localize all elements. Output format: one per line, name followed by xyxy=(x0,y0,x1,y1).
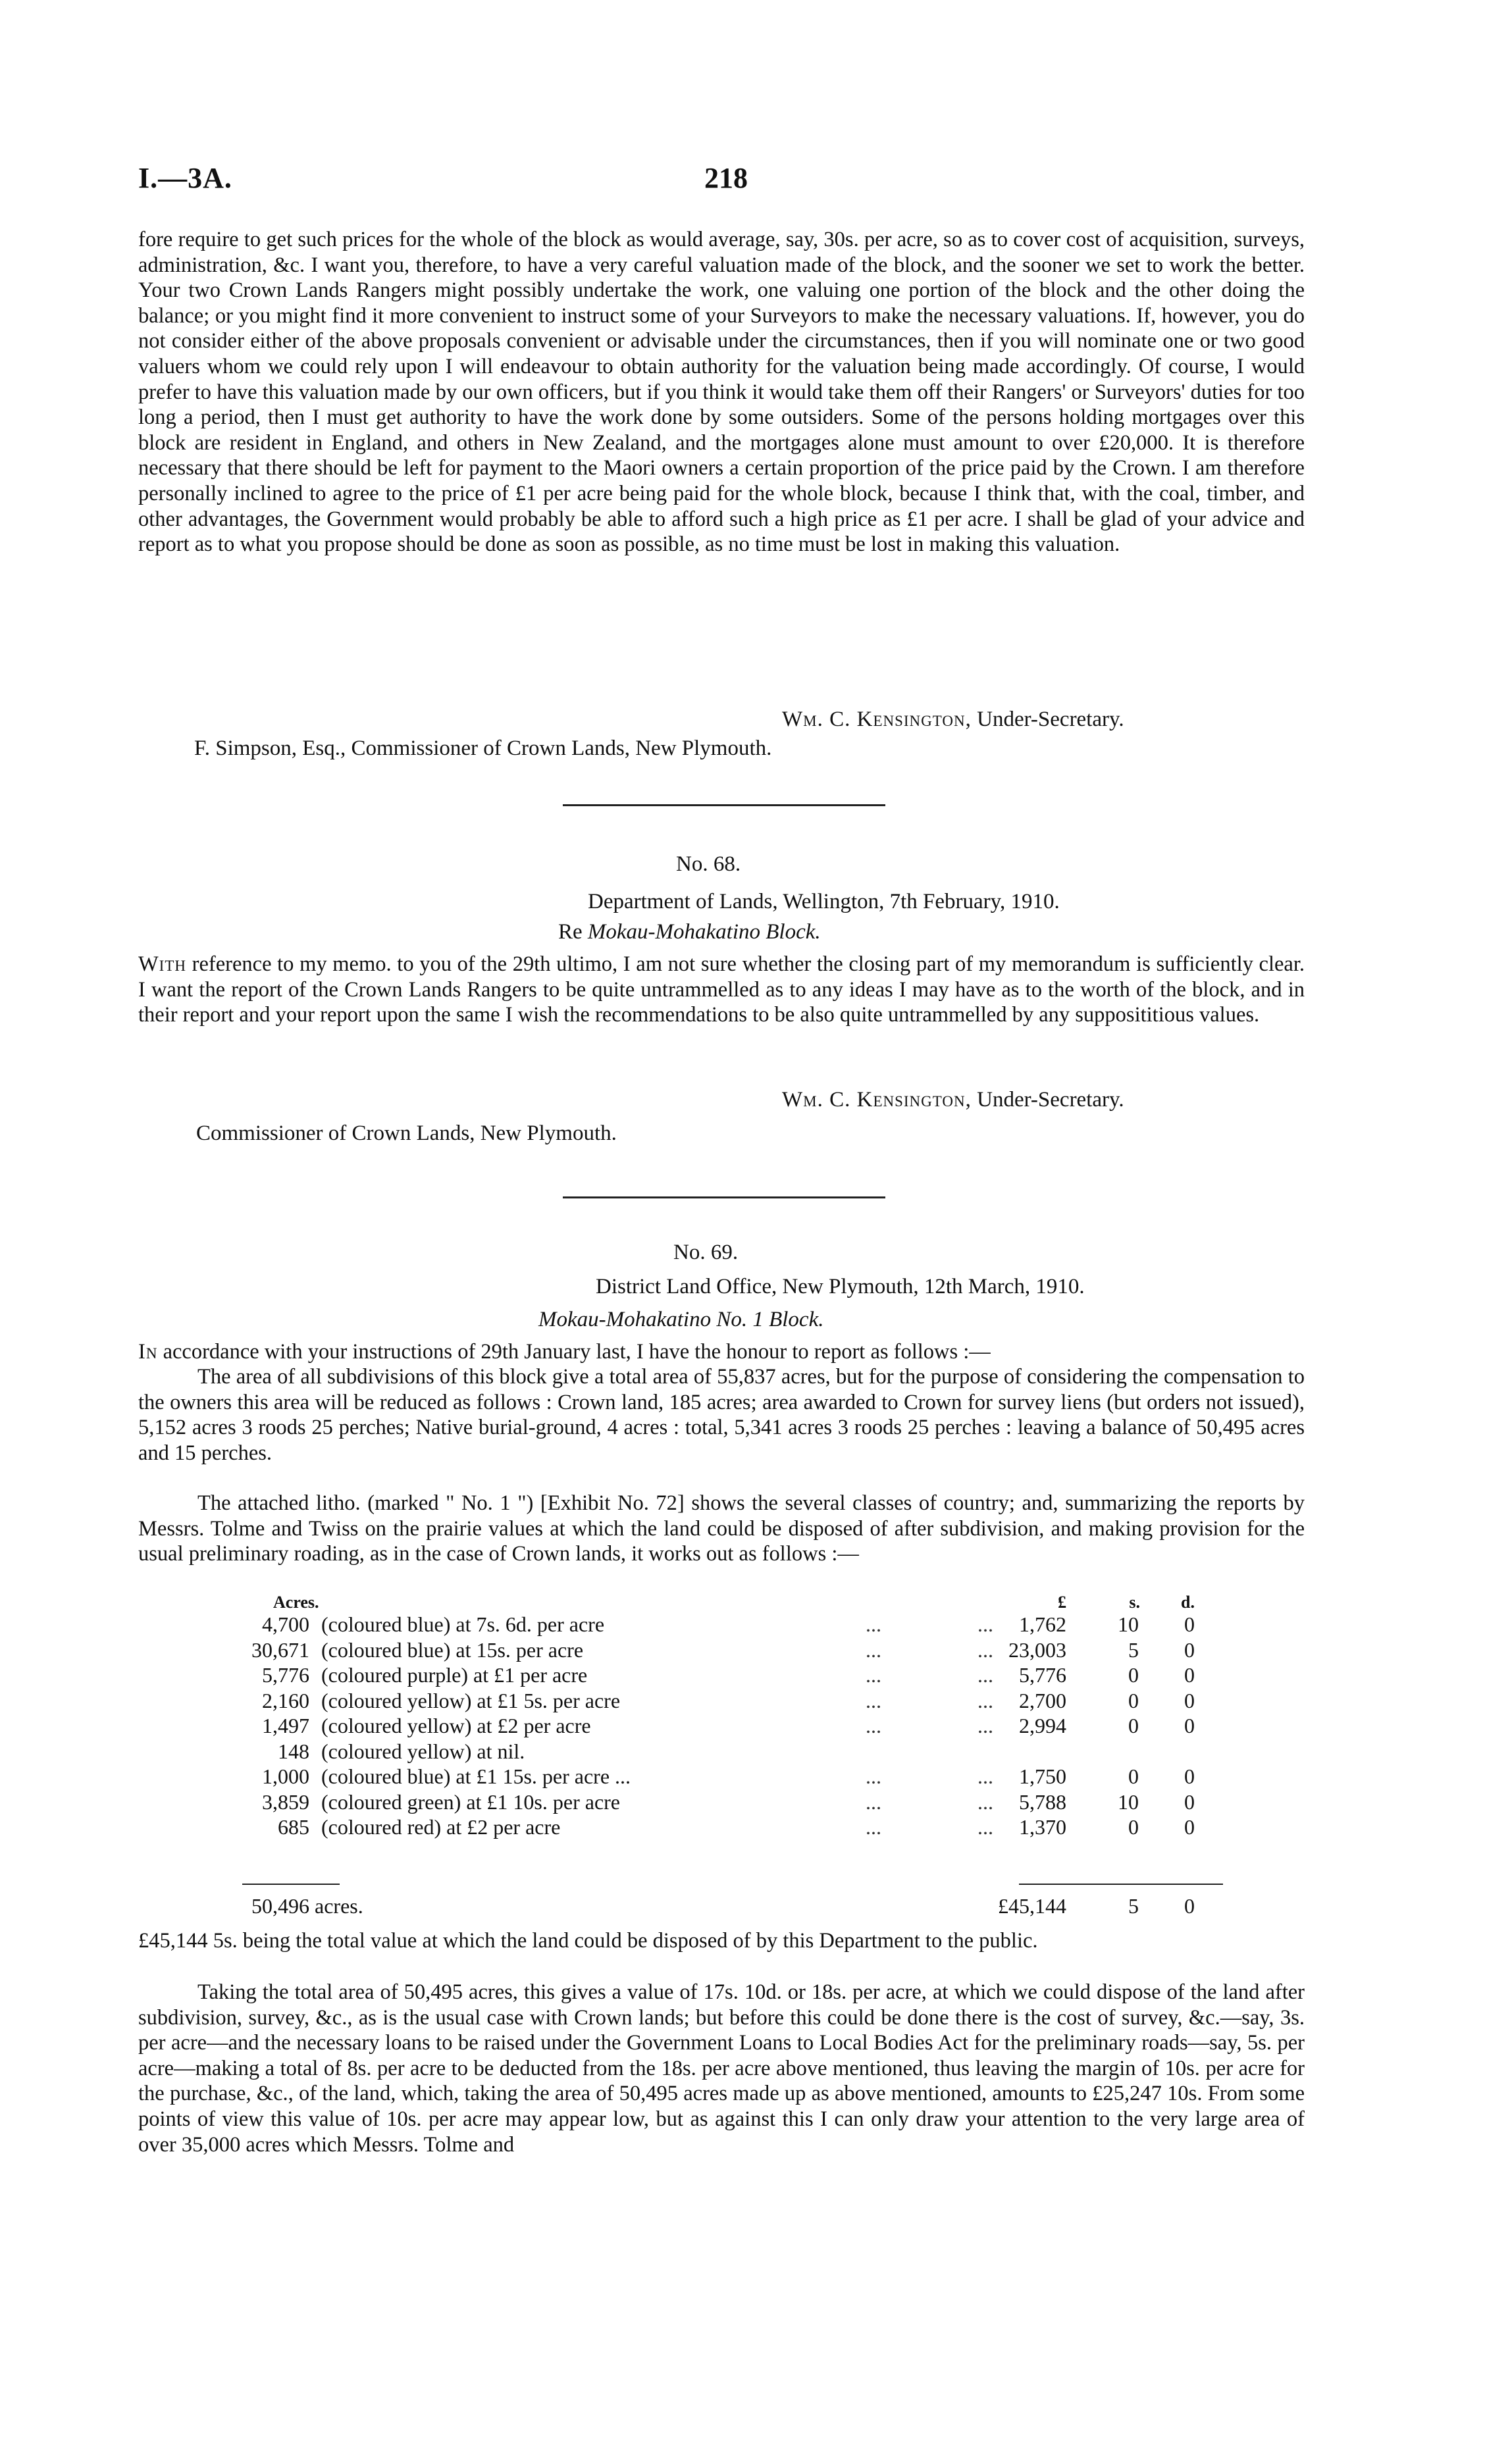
row-description: (coloured purple) at £1 per acre xyxy=(321,1663,588,1687)
row-pounds: 5,776 xyxy=(1019,1663,1066,1687)
valuation-table xyxy=(217,1593,1218,1841)
row-leader-dots: ... xyxy=(977,1815,993,1839)
total-pounds: £45,144 xyxy=(998,1894,1066,1918)
row-leader-dots: ... xyxy=(977,1714,993,1737)
row-acres: 685 xyxy=(278,1815,309,1839)
row-pence: 0 xyxy=(1184,1612,1195,1636)
signatory-title: Under-Secretary. xyxy=(977,707,1124,731)
row-shillings: 5 xyxy=(1128,1637,1139,1662)
row-description: (coloured yellow) at £1 5s. per acre xyxy=(321,1688,621,1712)
row-acres: 1,000 xyxy=(262,1764,309,1788)
dateline-68: Department of Lands, Wellington, 7th February, 1910. xyxy=(588,890,1060,913)
row-leader-dots: ... xyxy=(977,1663,993,1687)
row-shillings: 0 xyxy=(1128,1688,1139,1712)
row-shillings: 0 xyxy=(1128,1764,1139,1788)
total-shillings: 5 xyxy=(1128,1894,1139,1918)
row-leader-dots: ... xyxy=(977,1764,993,1788)
row-leader-dots: ... xyxy=(866,1714,881,1737)
valuation-row xyxy=(217,1764,1218,1790)
row-leader-dots: ... xyxy=(866,1815,881,1839)
row-acres: 148 xyxy=(278,1739,309,1763)
page-number: 218 xyxy=(704,162,748,194)
page-header xyxy=(138,161,1323,201)
row-shillings: 0 xyxy=(1128,1815,1139,1839)
header-pounds: £ xyxy=(1058,1593,1066,1612)
subject-title: Mokau-Mohakatino Block. xyxy=(587,920,821,944)
section-divider xyxy=(563,1196,885,1198)
row-shillings: 0 xyxy=(1128,1714,1139,1737)
row-pounds: 1,370 xyxy=(1019,1815,1066,1839)
subject-prefix: Re xyxy=(558,920,583,944)
total-rule-amount xyxy=(1019,1884,1223,1885)
row-leader-dots: ... xyxy=(866,1789,881,1814)
total-pence: 0 xyxy=(1184,1894,1195,1918)
valuation-total-row xyxy=(217,1894,1218,1920)
row-acres: 4,700 xyxy=(262,1612,309,1636)
row-pence: 0 xyxy=(1184,1637,1195,1662)
row-description: (coloured green) at £1 10s. per acre xyxy=(321,1789,620,1814)
row-description: (coloured yellow) at nil. xyxy=(321,1739,525,1763)
signature-kensington-2 xyxy=(782,1087,1124,1112)
document-number-69: No. 69. xyxy=(673,1241,739,1264)
total-value-paragraph: £45,144 5s. being the total value at which the land could be disposed of by this Department to the public. xyxy=(138,1929,1038,1953)
header-shillings: s. xyxy=(1129,1593,1140,1612)
valuation-row xyxy=(217,1815,1218,1841)
row-leader-dots: ... xyxy=(977,1637,993,1662)
header-pence: d. xyxy=(1181,1593,1195,1612)
row-leader-dots: ... xyxy=(977,1612,993,1636)
margin-calculation-paragraph: Taking the total area of 50,495 acres, this gives a value of 17s. 10d. or 18s. per acre, at which we could dispose of the land after subdivision, survey, &c., as is the usual case with Crown lands; but before this could be done there is the cost of survey, &c.—say, 3s. per acre—and the necessary loans to be raised under the Government Loans to Local Bodies Act for the preliminary roads—say, 5s. per acre—making a total of 8s. per acre to be deducted from the 18s. per acre above mentioned, thus leaving the margin of 10s. per acre for the purchase, &c., of the land, which, taking the area of 50,495 acres made up as above mentioned, amounts to £25,247 10s. From some points of view this value of 10s. per acre may appear low, but as against this I can only draw your attention to the very large area of over 35,000 acres which Messrs. Tolme and xyxy=(138,1980,1305,2157)
row-acres: 30,671 xyxy=(251,1637,309,1662)
row-pounds: 1,750 xyxy=(1019,1764,1066,1788)
valuation-rows xyxy=(217,1612,1218,1841)
signatory-name: Wm. C. Kensington, xyxy=(782,1088,972,1112)
row-pence: 0 xyxy=(1184,1688,1195,1712)
row-shillings: 10 xyxy=(1118,1789,1139,1814)
valuation-row xyxy=(217,1612,1218,1638)
report-intro xyxy=(138,1339,1305,1365)
valuation-row xyxy=(217,1714,1218,1739)
valuation-row xyxy=(217,1689,1218,1714)
row-pence: 0 xyxy=(1184,1663,1195,1687)
row-shillings: 0 xyxy=(1128,1663,1139,1687)
row-pence: 0 xyxy=(1184,1789,1195,1814)
valuation-row xyxy=(217,1739,1218,1765)
row-pounds: 1,762 xyxy=(1019,1612,1066,1636)
report-litho-paragraph: The attached litho. (marked " No. 1 ") [Exhibit No. 72] shows the several classes of country; and, summarizing the reports by Messrs. Tolme and Twiss on the prairie values at which the land could be disposed of after subdivision, and making provision for the usual preliminary roading, as in the case of Crown lands, it works out as follows :— xyxy=(138,1491,1305,1566)
signature-kensington-1 xyxy=(782,707,1124,732)
valuation-row xyxy=(217,1790,1218,1816)
row-acres: 3,859 xyxy=(262,1789,309,1814)
row-description: (coloured blue) at 7s. 6d. per acre xyxy=(321,1612,605,1636)
row-pounds: 5,788 xyxy=(1019,1789,1066,1814)
row-leader-dots: ... xyxy=(866,1663,881,1687)
row-leader-dots: ... xyxy=(866,1637,881,1662)
row-leader-dots: ... xyxy=(977,1688,993,1712)
row-pence: 0 xyxy=(1184,1764,1195,1788)
row-pounds: 2,700 xyxy=(1019,1688,1066,1712)
row-description: (coloured yellow) at £2 per acre xyxy=(321,1714,591,1737)
row-leader-dots: ... xyxy=(977,1789,993,1814)
valuation-row xyxy=(217,1638,1218,1664)
row-leader-dots: ... xyxy=(866,1688,881,1712)
addressee-line-2: Commissioner of Crown Lands, New Plymouth. xyxy=(196,1121,617,1145)
row-acres: 1,497 xyxy=(262,1714,309,1737)
row-acres: 5,776 xyxy=(262,1663,309,1687)
header-acres: Acres. xyxy=(273,1593,319,1612)
lead-word: In xyxy=(138,1340,158,1364)
row-pounds: 2,994 xyxy=(1019,1714,1066,1737)
paper-reference: I.—3A. xyxy=(138,162,232,194)
subject-69: Mokau-Mohakatino No. 1 Block. xyxy=(538,1308,824,1331)
memo-68-paragraph xyxy=(138,952,1305,1028)
valuation-table-header xyxy=(217,1593,1218,1612)
row-description: (coloured blue) at 15s. per acre xyxy=(321,1637,584,1662)
signatory-name: Wm. C. Kensington, xyxy=(782,707,972,731)
row-pence: 0 xyxy=(1184,1714,1195,1737)
signatory-title: Under-Secretary. xyxy=(977,1088,1124,1112)
row-leader-dots: ... xyxy=(866,1612,881,1636)
section-divider xyxy=(563,804,885,806)
total-rule-acres xyxy=(242,1884,340,1885)
memo-68-body: reference to my memo. to you of the 29th ultimo, I am not sure whether the closing part of my memorandum is sufficiently clear. I want the report of the Crown Lands Rangers to be quite untrammelled as to any ideas I may have as to the worth of the block, and in their report and your report upon the same I wish the recommendations to be also quite untrammelled by any supposititious values. xyxy=(138,952,1305,1027)
addressee-line-1: F. Simpson, Esq., Commissioner of Crown Lands, New Plymouth. xyxy=(194,736,772,760)
lead-word: With xyxy=(138,952,186,976)
valuation-row xyxy=(217,1663,1218,1689)
letter-continuation-paragraph: fore require to get such prices for the whole of the block as would average, say, 30s. per acre, so as to cover cost of acquisition, surveys, administration, &c. I want you, therefore, to have a very careful valuation made of the block, and the sooner we set to work the better. Your two Crown Lands Rangers might possibly undertake the work, one valuing one portion of the block and the other doing the balance; or you might find it more convenient to instruct some of your Surveyors to make the necessary valuations. If, however, you do not consider either of the above proposals convenient or advisable under the circumstances, then if you will nominate one or two good valuers whom we could rely upon I will endeavour to obtain authority for the valuation being made accordingly. Of course, I would prefer to have this valuation made by our own officers, but if you think it would take them off their Rangers' or Surveyors' duties for too long a period, then I must get authority to have the work done by some outsiders. Some of the persons holding mortgages over this block are resident in England, and others in New Zealand, and the mortgages alone must amount to over £20,000. It is therefore necessary that there should be left for payment to the Maori owners a certain proportion of the price paid by the Crown. I am therefore personally inclined to agree to the price of £1 per acre being paid for the whole block, because I think that, with the coal, timber, and other advantages, the Government would probably be able to afford such a high price as £1 per acre. I shall be glad of your advice and report as to what you propose should be done as soon as possible, as no time must be lost in making this valuation. xyxy=(138,228,1305,557)
document-number-68: No. 68. xyxy=(676,852,741,876)
row-pounds: 23,003 xyxy=(1008,1637,1066,1662)
row-pence: 0 xyxy=(1184,1815,1195,1839)
report-intro-body: accordance with your instructions of 29th January last, I have the honour to report as follows :— xyxy=(157,1340,991,1364)
row-description: (coloured blue) at £1 15s. per acre ... xyxy=(321,1764,631,1788)
row-shillings: 10 xyxy=(1118,1612,1139,1636)
row-acres: 2,160 xyxy=(262,1688,309,1712)
dateline-69: District Land Office, New Plymouth, 12th March, 1910. xyxy=(596,1275,1085,1298)
subject-68 xyxy=(558,920,821,944)
report-area-paragraph: The area of all subdivisions of this block give a total area of 55,837 acres, but for the purpose of considering the compensation to the owners this area will be reduced as follows : Crown land, 185 acres; area awarded to Crown for survey liens (but orders not issued), 5,152 acres 3 roods 25 perches; Native burial-ground, 4 acres : total, 5,341 acres 3 roods 25 perches : leaving a balance of 50,495 acres and 15 perches. xyxy=(138,1365,1305,1465)
row-leader-dots: ... xyxy=(866,1764,881,1788)
total-acres: 50,496 acres. xyxy=(251,1894,363,1918)
row-description: (coloured red) at £2 per acre xyxy=(321,1815,561,1839)
